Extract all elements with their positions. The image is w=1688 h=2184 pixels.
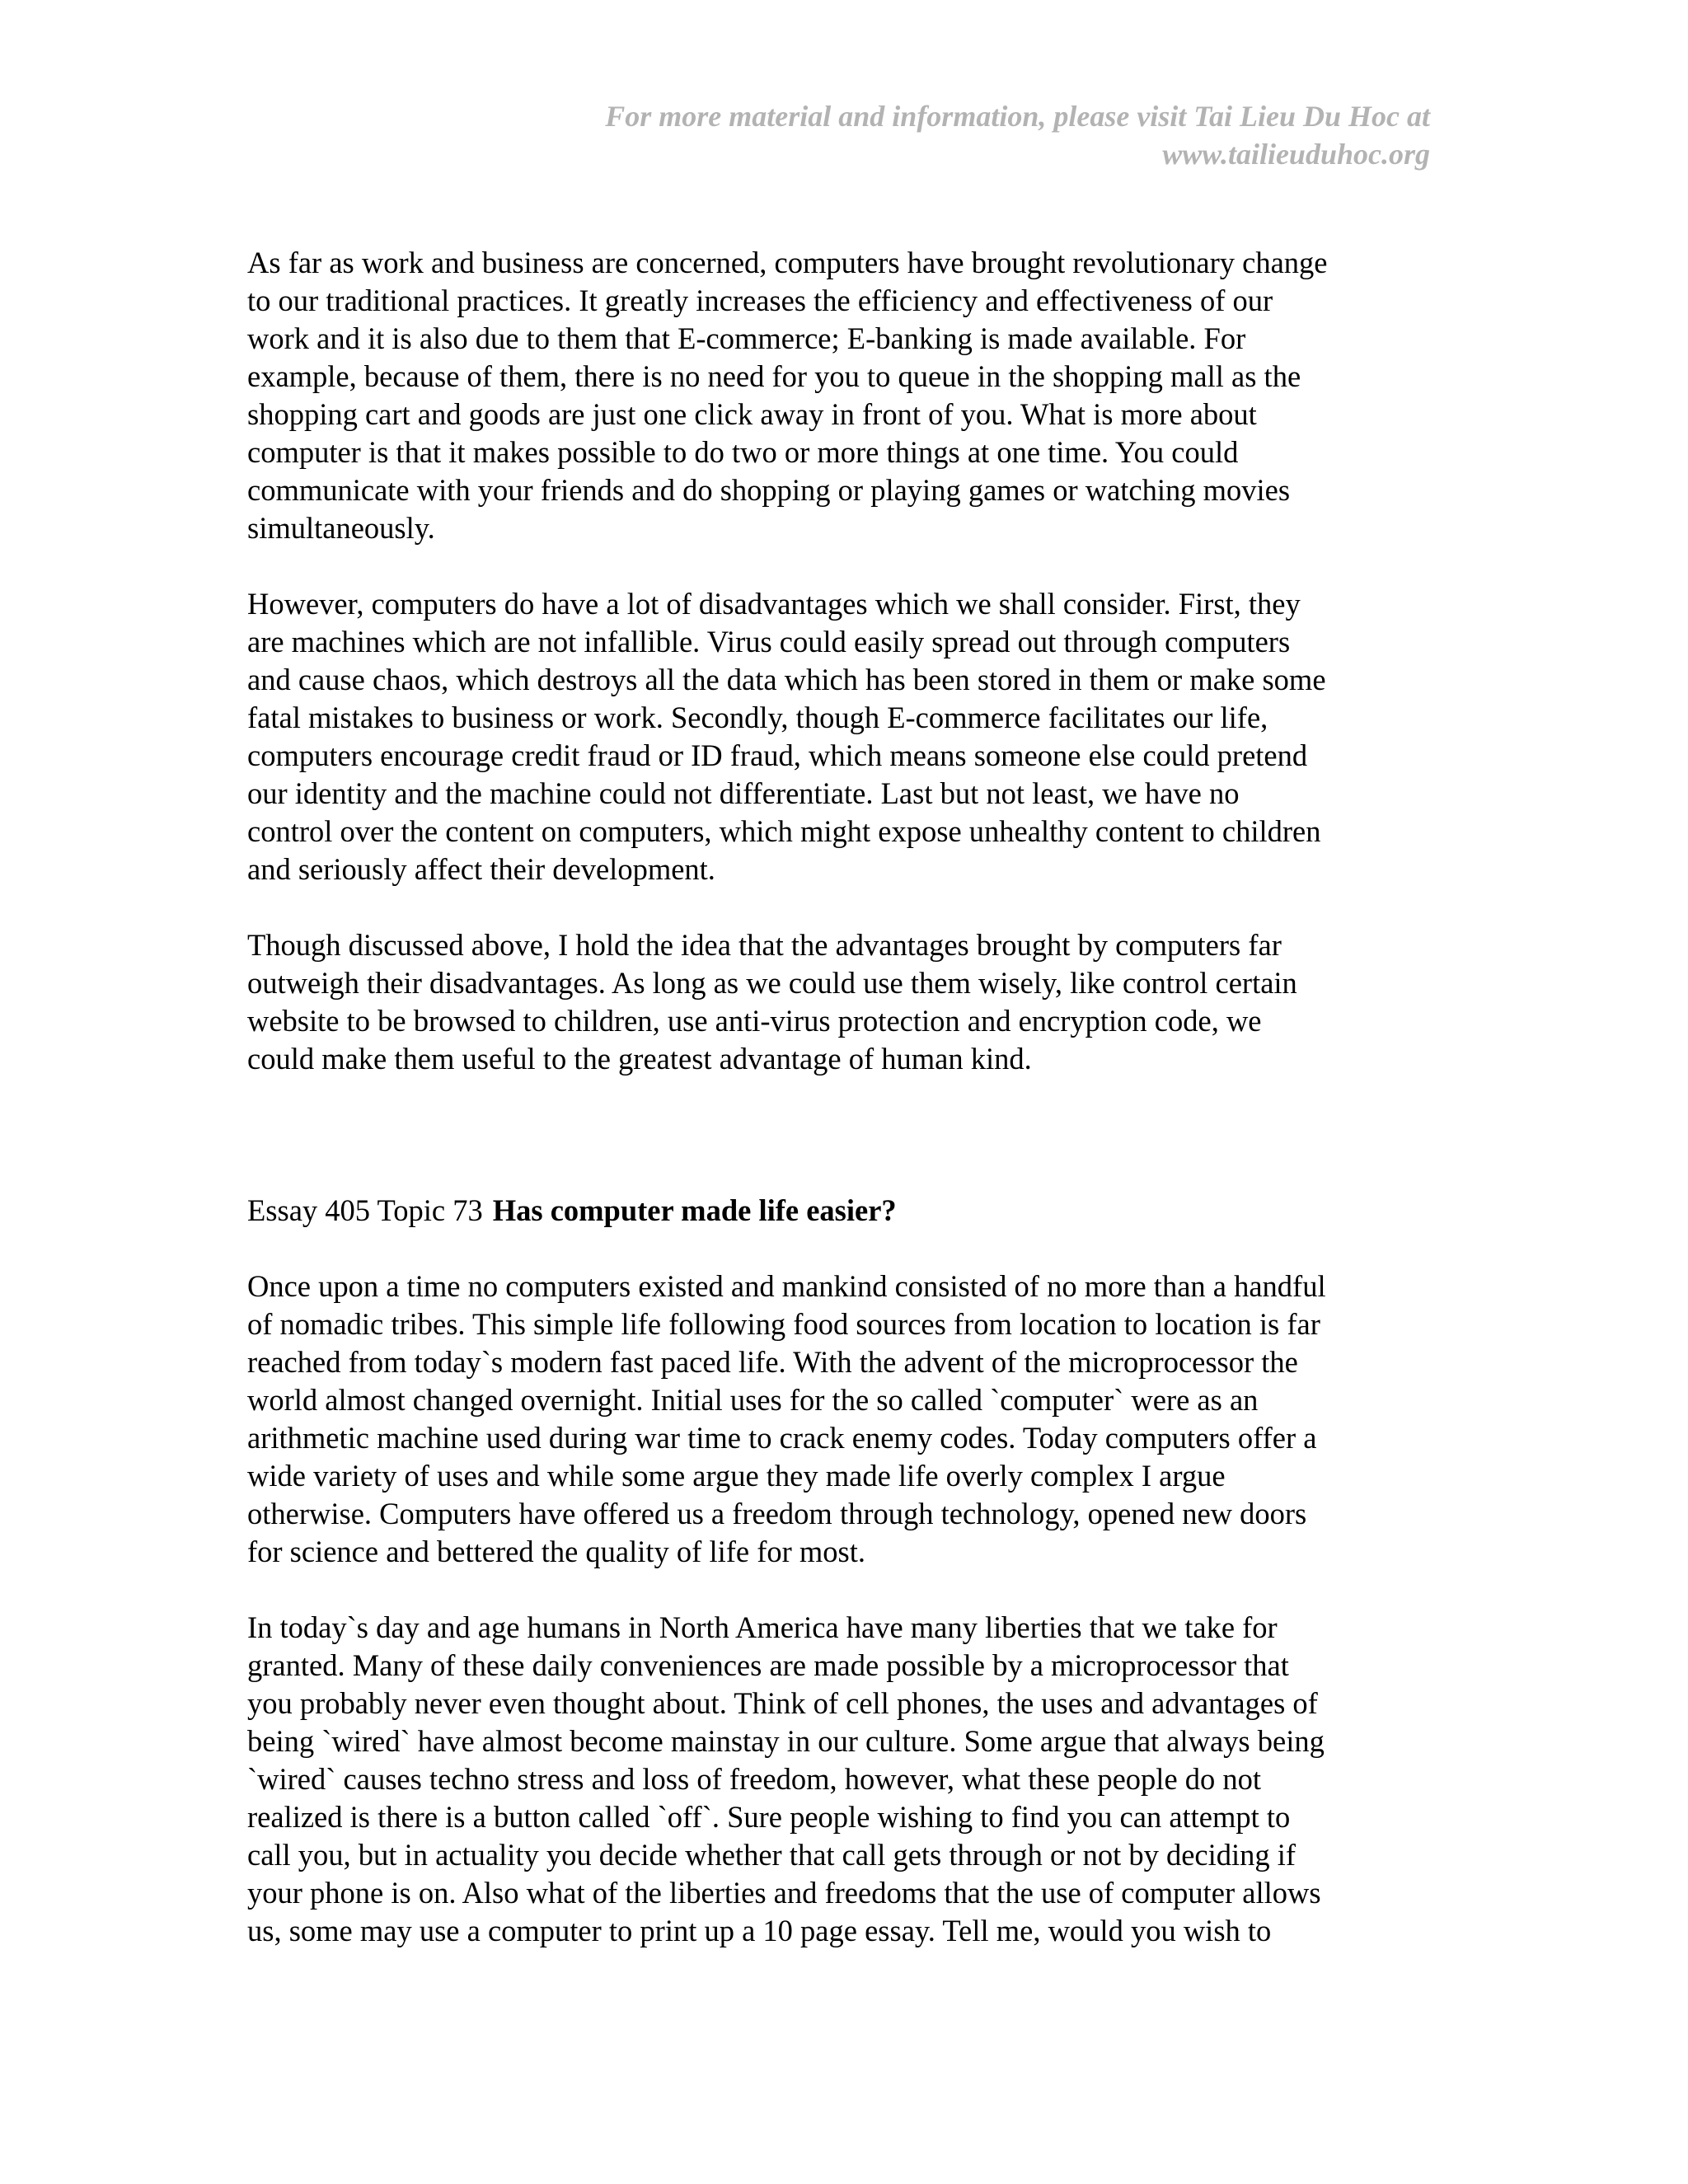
text-line: wide variety of uses and while some argue they made life overly complex I argue <box>247 1459 1226 1493</box>
text-line: shopping cart and goods are just one click away in front of you. What is more about <box>247 397 1257 431</box>
text-line: `wired` causes techno stress and loss of freedom, however, what these people do not <box>247 1762 1262 1796</box>
essay-title: Has computer made life easier? <box>492 1193 897 1227</box>
text-line: outweigh their disadvantages. As long as we could use them wisely, like control certain <box>247 966 1297 1000</box>
text-line: fatal mistakes to business or work. Secondly, though E-commerce facilitates our life, <box>247 701 1268 734</box>
paragraph <box>247 1609 1434 1950</box>
text-line: and cause chaos, which destroys all the data which has been stored in them or make some <box>247 663 1326 696</box>
header-url: www.tailieuduhoc.org <box>1162 138 1430 171</box>
text-line: realized is there is a button called `off`. Sure people wishing to find you can attempt to <box>247 1800 1291 1834</box>
page-header <box>359 97 1430 173</box>
text-line: granted. Many of these daily conveniences are made possible by a microprocessor that <box>247 1648 1289 1682</box>
text-line: world almost changed overnight. Initial uses for the so called `computer` were as an <box>247 1383 1259 1417</box>
text-line: computers encourage credit fraud or ID fraud, which means someone else could pretend <box>247 738 1308 772</box>
essay-label: Essay 405 Topic 73 <box>247 1193 483 1227</box>
text-line: Though discussed above, I hold the idea that the advantages brought by computers far <box>247 928 1282 962</box>
text-line: of nomadic tribes. This simple life following food sources from location to location is far <box>247 1307 1320 1341</box>
paragraph <box>247 585 1434 888</box>
text-line: In today`s day and age humans in North America have many liberties that we take for <box>247 1610 1278 1644</box>
text-line: otherwise. Computers have offered us a freedom through technology, opened new doors <box>247 1497 1307 1530</box>
text-line: website to be browsed to children, use anti-virus protection and encryption code, we <box>247 1004 1262 1038</box>
text-line: for science and bettered the quality of life for most. <box>247 1535 865 1568</box>
text-line: could make them useful to the greatest advantage of human kind. <box>247 1042 1032 1076</box>
paragraph <box>247 244 1434 547</box>
header-line-1: For more material and information, please visit Tai Lieu Du Hoc at <box>605 100 1430 133</box>
text-line: work and it is also due to them that E-commerce; E-banking is made available. For <box>247 321 1246 355</box>
essay-heading <box>247 1192 1434 1230</box>
text-line: your phone is on. Also what of the liberties and freedoms that the use of computer allows <box>247 1876 1321 1910</box>
paragraph <box>247 926 1434 1078</box>
text-line: our identity and the machine could not differentiate. Last but not least, we have no <box>247 776 1240 810</box>
text-line: As far as work and business are concerned, computers have brought revolutionary change <box>247 246 1328 279</box>
text-line: being `wired` have almost become mainstay in our culture. Some argue that always being <box>247 1724 1325 1758</box>
text-line: to our traditional practices. It greatly increases the efficiency and effectiveness of our <box>247 284 1273 317</box>
document-body <box>247 244 1434 1988</box>
text-line: example, because of them, there is no need for you to queue in the shopping mall as the <box>247 359 1301 393</box>
top-paragraphs <box>247 244 1434 1078</box>
text-line: However, computers do have a lot of disadvantages which we shall consider. First, they <box>247 587 1301 621</box>
text-line: reached from today`s modern fast paced life. With the advent of the microprocessor the <box>247 1345 1298 1379</box>
text-line: are machines which are not infallible. Virus could easily spread out through computers <box>247 625 1291 658</box>
text-line: control over the content on computers, which might expose unhealthy content to children <box>247 814 1321 848</box>
bottom-paragraphs <box>247 1268 1434 1950</box>
text-line: communicate with your friends and do shopping or playing games or watching movies <box>247 473 1291 507</box>
text-line: us, some may use a computer to print up a 10 page essay. Tell me, would you wish to <box>247 1914 1272 1947</box>
text-line: simultaneously. <box>247 511 435 545</box>
text-line: arithmetic machine used during war time to crack enemy codes. Today computers offer a <box>247 1421 1317 1455</box>
text-line: Once upon a time no computers existed and mankind consisted of no more than a handful <box>247 1269 1326 1303</box>
text-line: call you, but in actuality you decide whether that call gets through or not by deciding if <box>247 1838 1296 1872</box>
text-line: and seriously affect their development. <box>247 852 715 886</box>
text-line: you probably never even thought about. Think of cell phones, the uses and advantages of <box>247 1686 1318 1720</box>
text-line: computer is that it makes possible to do two or more things at one time. You could <box>247 435 1239 469</box>
paragraph <box>247 1268 1434 1571</box>
